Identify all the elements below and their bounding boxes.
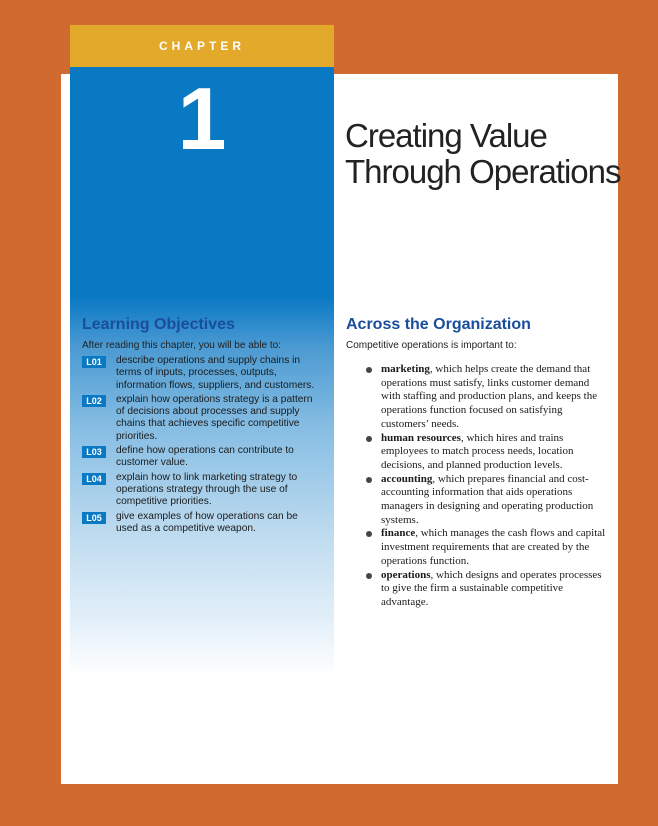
learning-objective-item [82, 472, 322, 509]
objective-code-badge: L03 [82, 446, 106, 458]
list-item [366, 527, 606, 568]
learning-objectives-intro: After reading this chapter, you will be able to: [82, 340, 282, 351]
across-organization-heading: Across the Organization [346, 316, 531, 333]
across-organization-list [366, 363, 606, 610]
bullet-icon [366, 573, 372, 579]
objective-text: describe operations and supply chains in terms of inputs, processes, outputs, information flows, suppliers, and customers. [116, 355, 315, 391]
objective-code-badge: L04 [82, 473, 106, 485]
list-item [366, 569, 606, 610]
list-item [366, 363, 606, 432]
learning-objective-item [82, 445, 322, 470]
function-term: accounting [381, 472, 433, 485]
objective-text: define how operations can contribute to customer value. [116, 445, 294, 469]
chapter-title-line1: Creating Value [345, 117, 547, 154]
list-item [366, 473, 606, 528]
objective-code-badge: L01 [82, 356, 106, 368]
objective-code-badge: L02 [82, 395, 106, 407]
objective-text: explain how operations strategy is a pattern of decisions about processes and supply chains that achieves specific competitive priorities. [116, 393, 313, 442]
learning-objectives-list [82, 355, 322, 537]
list-item-text [381, 569, 606, 610]
objective-text: explain how to link marketing strategy to operations strategy through the use of competitive priorities. [116, 471, 298, 508]
bullet-icon [366, 436, 372, 442]
bullet-icon [366, 477, 372, 483]
chapter-title [345, 118, 625, 190]
function-description: , which helps create the demand that operations must satisfy, links customer demand with staffing and production plans, and keeps the operations function focused on satisfying customers’ needs. [381, 363, 598, 430]
list-item-text [381, 473, 606, 528]
learning-objectives-heading: Learning Objectives [82, 316, 235, 333]
bullet-icon [366, 367, 372, 373]
function-term: marketing [381, 363, 430, 375]
function-description: , which hires and trains employees to match process needs, location decisions, and planned production levels. [381, 431, 574, 471]
learning-objective-item [82, 511, 322, 536]
chapter-label-tab: CHAPTER [70, 25, 334, 67]
function-term: finance [381, 527, 416, 540]
list-item-text [381, 363, 606, 432]
chapter-number: 1 [177, 69, 227, 168]
learning-objective-item [82, 355, 322, 392]
function-description: , which prepares financial and cost-accounting information that aids operations managers in designing and operating production systems. [381, 472, 594, 526]
across-organization-intro: Competitive operations is important to: [346, 340, 517, 351]
function-description: , which designs and operates processes to give the firm a sustainable competitive advantage. [381, 568, 602, 608]
function-term: human resources [381, 431, 461, 444]
learning-objective-item [82, 394, 322, 443]
function-term: operations [381, 568, 431, 581]
bullet-icon [366, 531, 372, 537]
function-description: , which manages the cash flows and capital investment requirements that are created by the operations function. [381, 527, 606, 567]
chapter-title-line2: Through Operations [345, 153, 621, 190]
objective-text: give examples of how operations can be used as a competitive weapon. [116, 510, 298, 534]
list-item-text [381, 527, 606, 568]
objective-code-badge: L05 [82, 512, 106, 524]
list-item-text [381, 432, 606, 473]
list-item [366, 432, 606, 473]
